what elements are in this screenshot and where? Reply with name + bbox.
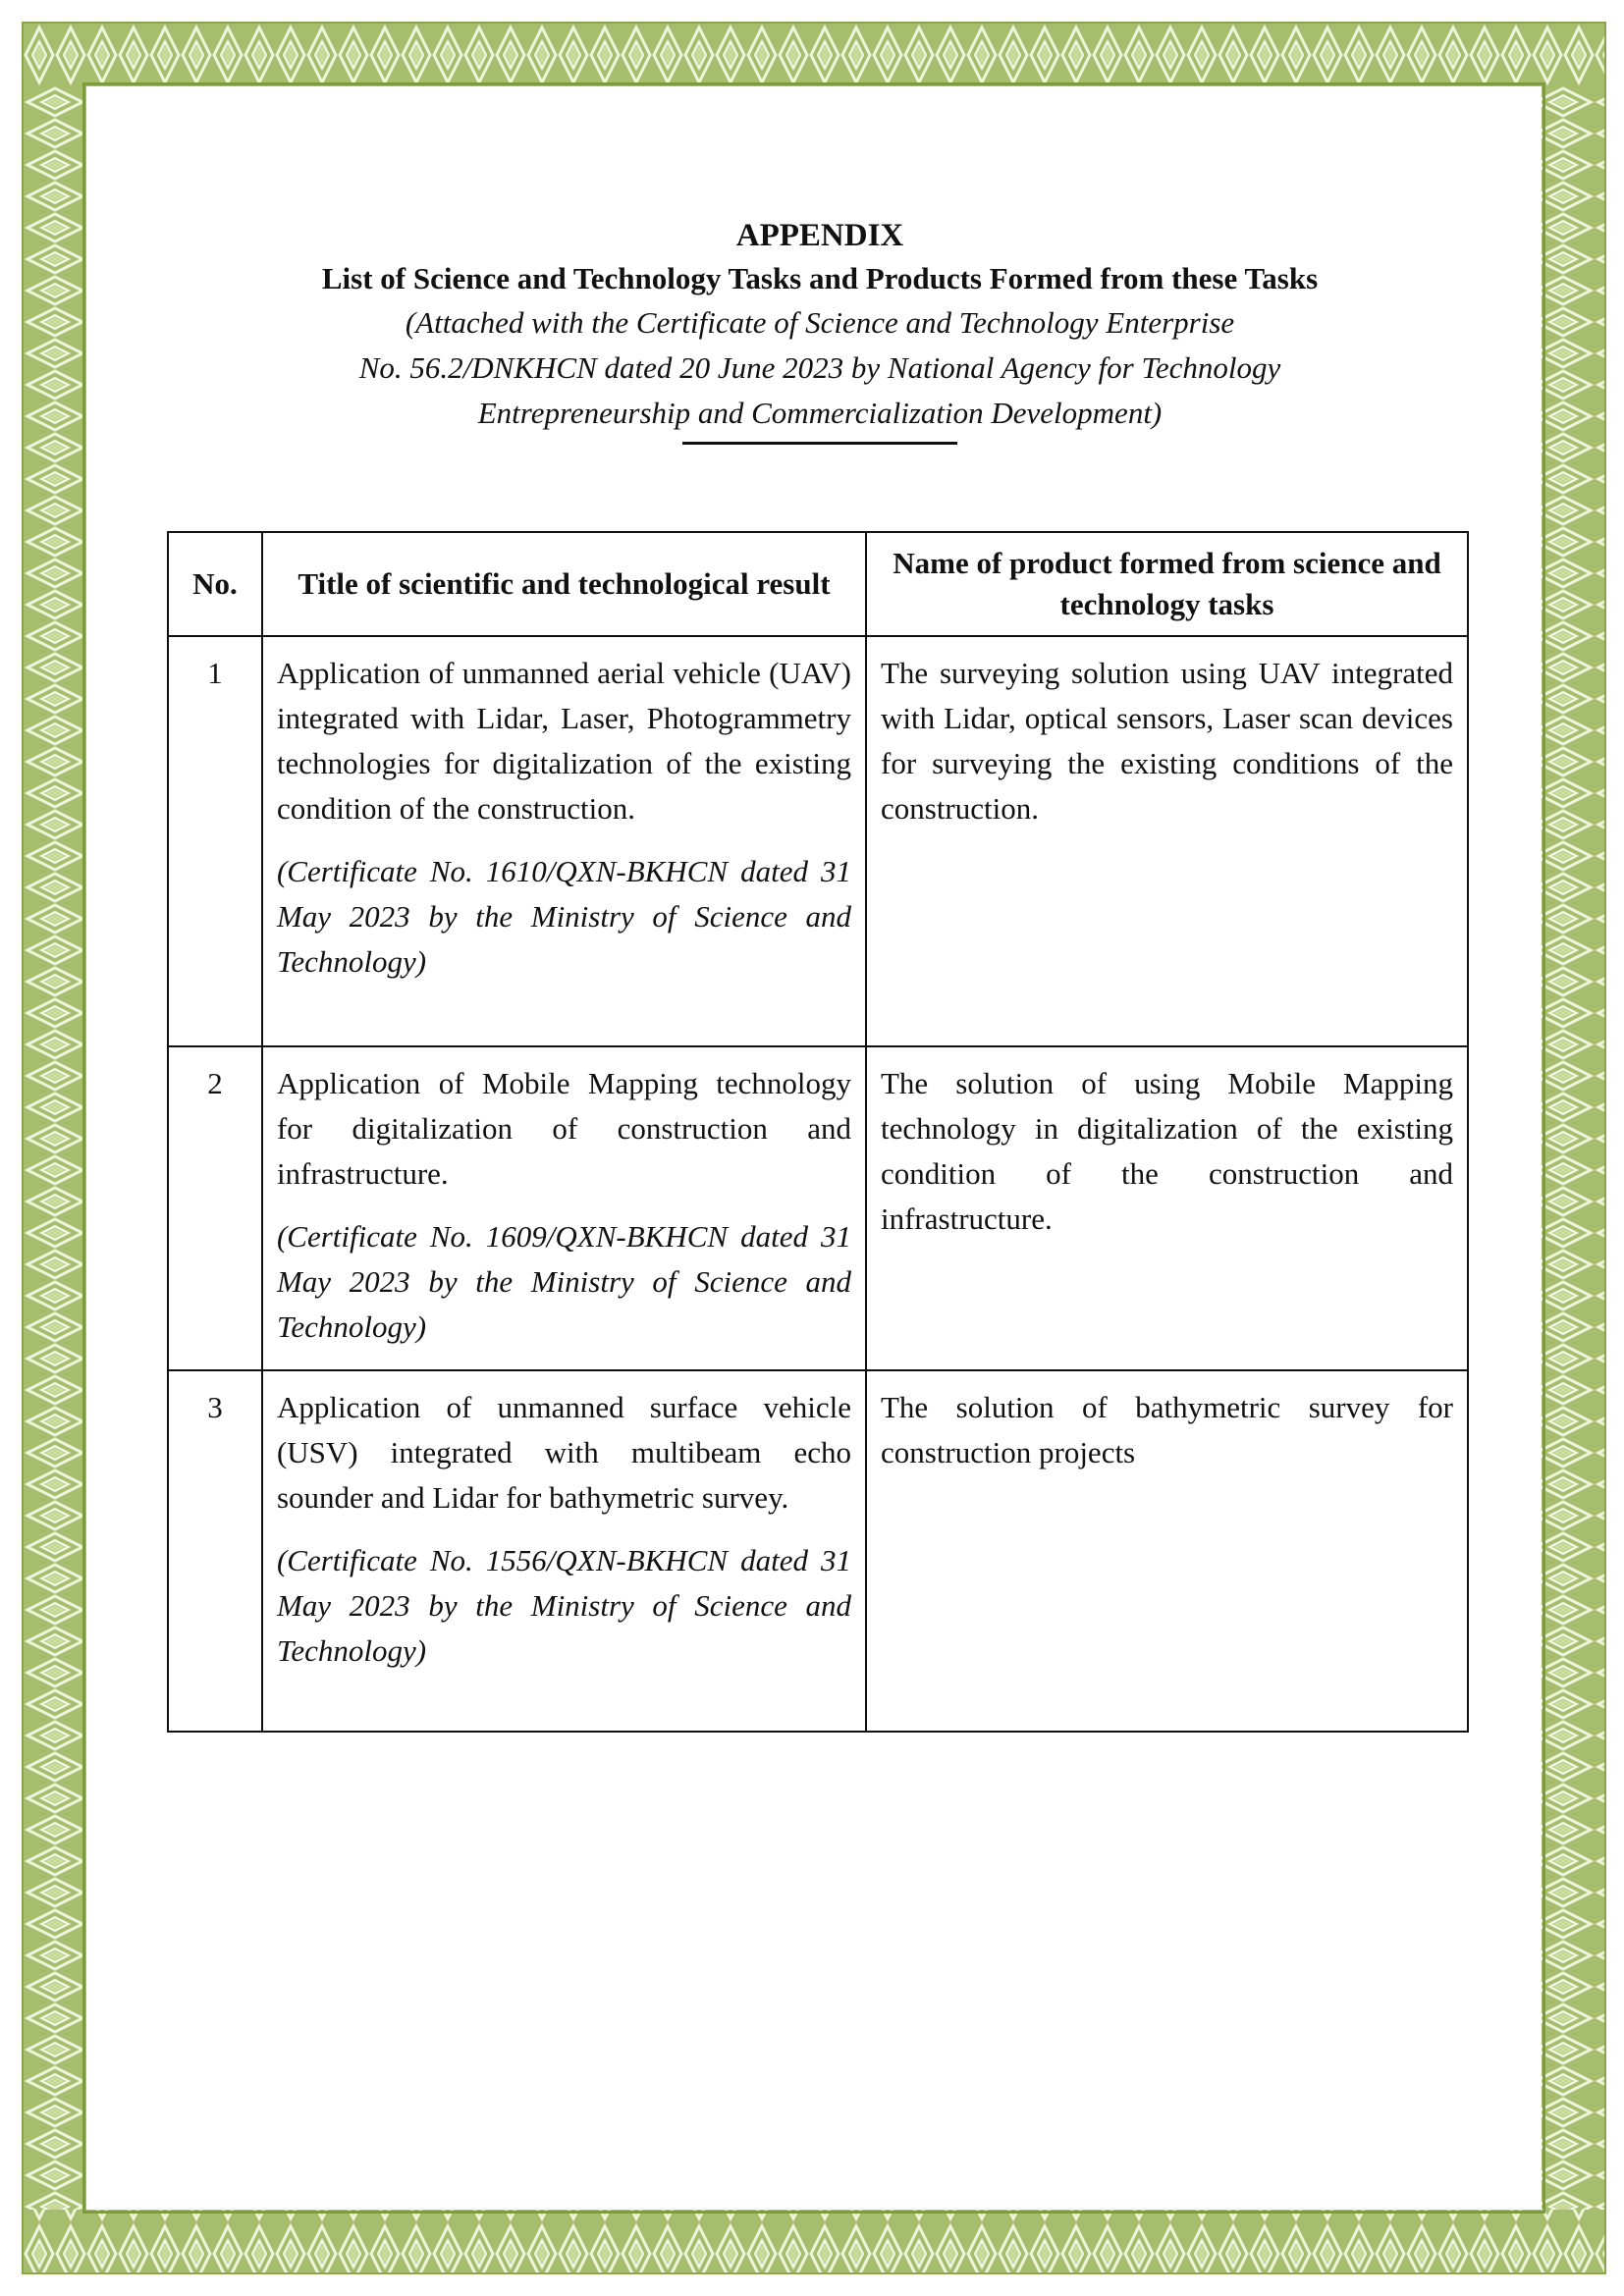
- attachment-note-line-1: (Attached with the Certificate of Science and Technology Enterprise: [405, 305, 1235, 340]
- row-number: 3: [168, 1370, 262, 1732]
- result-title-cell: [262, 636, 866, 1046]
- product-name: The solution of bathymetric survey for construction projects: [866, 1370, 1468, 1732]
- table-header-row: [168, 532, 1468, 636]
- row-number: 1: [168, 636, 262, 1046]
- appendix-header: [167, 214, 1473, 445]
- table-row: [168, 636, 1468, 1046]
- product-name: The surveying solution using UAV integrated with Lidar, optical sensors, Laser scan devices for surveying the existing conditions of the construction.: [866, 636, 1468, 1046]
- attachment-note-line-2: No. 56.2/DNKHCN dated 20 June 2023 by National Agency for Technology: [358, 350, 1281, 385]
- attachment-note-line-3: Entrepreneurship and Commercialization Development): [477, 396, 1163, 430]
- header-no: No.: [168, 532, 262, 636]
- page-title: APPENDIX: [735, 218, 904, 253]
- header-product-name: Name of product formed from science and technology tasks: [866, 532, 1468, 636]
- product-name: The solution of using Mobile Mapping technology in digitalization of the existing condition of the construction and infrastructure.: [866, 1046, 1468, 1370]
- table-row: [168, 1370, 1468, 1732]
- certificate-reference: (Certificate No. 1556/QXN-BKHCN dated 31 May 2023 by the Ministry of Science and Technology): [276, 1543, 851, 1668]
- row-number: 2: [168, 1046, 262, 1370]
- result-title: Application of unmanned surface vehicle (USV) integrated with multibeam echo sounder and Lidar for bathymetric survey.: [276, 1390, 851, 1515]
- header-divider: [682, 442, 957, 445]
- table-row: [168, 1046, 1468, 1370]
- header-title: Title of scientific and technological result: [262, 532, 866, 636]
- page-subtitle: List of Science and Technology Tasks and Products Formed from these Tasks: [321, 261, 1319, 295]
- certificate-reference: (Certificate No. 1609/QXN-BKHCN dated 31 May 2023 by the Ministry of Science and Technology): [276, 1219, 851, 1344]
- tasks-table: [167, 531, 1469, 1733]
- result-title: Application of unmanned aerial vehicle (UAV) integrated with Lidar, Laser, Photogrammetry technologies for digitalization of the existing condition of the construction.: [276, 656, 851, 826]
- certificate-reference: (Certificate No. 1610/QXN-BKHCN dated 31 May 2023 by the Ministry of Science and Technology): [276, 854, 851, 979]
- result-title-cell: [262, 1046, 866, 1370]
- result-title: Application of Mobile Mapping technology for digitalization of construction and infrastructure.: [276, 1066, 851, 1191]
- result-title-cell: [262, 1370, 866, 1732]
